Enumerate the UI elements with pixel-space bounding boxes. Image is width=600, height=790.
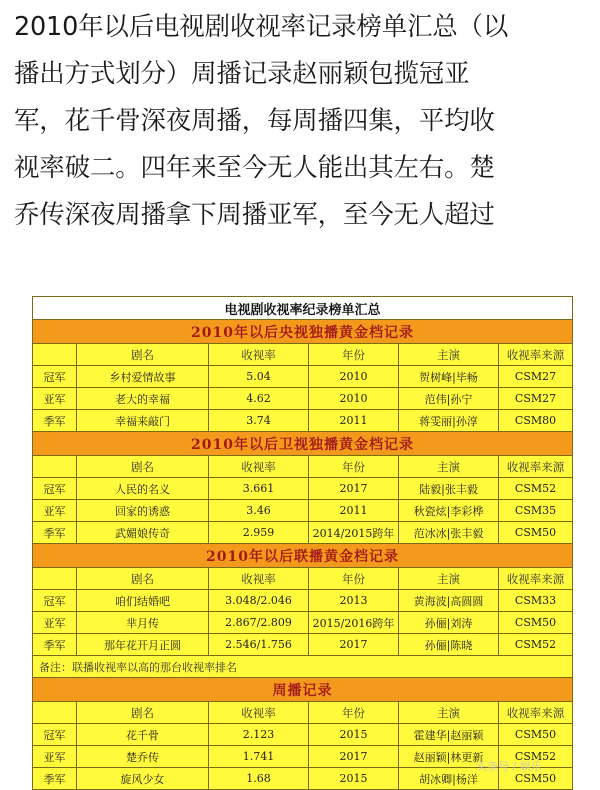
table-cell: 霍建华|赵丽颖 [399, 724, 499, 746]
table-cell: 冠军 [33, 478, 77, 500]
table-cell: 3.048/2.046 [209, 590, 309, 612]
table-cell: 亚军 [33, 388, 77, 410]
ratings-table [32, 296, 573, 790]
column-header: 收视率来源 [499, 344, 573, 366]
table-cell: 2017 [309, 634, 399, 656]
table-row [33, 522, 573, 544]
table-cell: 2015 [309, 724, 399, 746]
table-cell: CSM80 [499, 410, 573, 432]
table-cell: 2017 [309, 478, 399, 500]
table-cell: 冠军 [33, 724, 77, 746]
table-cell: 2011 [309, 410, 399, 432]
table-cell: 亚军 [33, 612, 77, 634]
header-row [33, 568, 573, 590]
table-cell: 幸福来敲门 [77, 410, 209, 432]
table-cell: CSM52 [499, 478, 573, 500]
header-row [33, 702, 573, 724]
intro-line: 视率破二。四年来至今无人能出其左右。楚 [14, 153, 495, 183]
column-header: 收视率 [209, 702, 309, 724]
table-cell: 季军 [33, 634, 77, 656]
column-header: 主演 [399, 344, 499, 366]
table-cell: 2.123 [209, 724, 309, 746]
table-cell: 2.867/2.809 [209, 612, 309, 634]
table-cell: 赵丽颖|林更新 [399, 746, 499, 768]
ratings-table-image [32, 296, 572, 790]
column-header [33, 702, 77, 724]
column-header: 年份 [309, 456, 399, 478]
table-cell: CSM27 [499, 388, 573, 410]
table-cell: 乡村爱情故事 [77, 366, 209, 388]
table-cell: 楚乔传 [77, 746, 209, 768]
table-cell: 2014/2015跨年 [309, 522, 399, 544]
table-row [33, 388, 573, 410]
column-header: 年份 [309, 344, 399, 366]
column-header: 主演 [399, 456, 499, 478]
column-header: 主演 [399, 702, 499, 724]
table-row [33, 612, 573, 634]
intro-line: 军，花千骨深夜周播，每周播四集，平均收 [14, 106, 495, 136]
intro-paragraph [14, 4, 589, 239]
table-cell: 3.74 [209, 410, 309, 432]
section-title: 2010年以后央视独播黄金档记录 [33, 320, 573, 344]
table-cell: 蒋雯丽|孙淳 [399, 410, 499, 432]
table-cell: 范伟|孙宁 [399, 388, 499, 410]
table-cell: CSM50 [499, 768, 573, 790]
table-cell: CSM35 [499, 500, 573, 522]
table-cell: 孙俪|刘涛 [399, 612, 499, 634]
table-cell: 3.661 [209, 478, 309, 500]
table-cell: 贺树峰|毕畅 [399, 366, 499, 388]
table-cell: 2011 [309, 500, 399, 522]
column-header: 收视率来源 [499, 456, 573, 478]
table-note: 备注：联播收视率以高的那台收视率排名 [33, 656, 573, 678]
column-header: 收视率来源 [499, 702, 573, 724]
table-cell: 2013 [309, 590, 399, 612]
header-row [33, 456, 573, 478]
table-cell: CSM52 [499, 746, 573, 768]
table-cell: 2015/2016跨年 [309, 612, 399, 634]
table-cell: 季军 [33, 410, 77, 432]
table-cell: 孙俪|陈晓 [399, 634, 499, 656]
table-cell: 陆毅|张丰毅 [399, 478, 499, 500]
table-cell: 咱们结婚吧 [77, 590, 209, 612]
section-title: 2010年以后联播黄金档记录 [33, 544, 573, 568]
section-title: 2010年以后卫视独播黄金档记录 [33, 432, 573, 456]
table-cell: 秋瓷炫|李彩桦 [399, 500, 499, 522]
table-cell: 2015 [309, 768, 399, 790]
table-row [33, 634, 573, 656]
table-cell: 2010 [309, 366, 399, 388]
table-row [33, 478, 573, 500]
table-cell: CSM33 [499, 590, 573, 612]
column-header: 年份 [309, 568, 399, 590]
table-cell: 芈月传 [77, 612, 209, 634]
column-header: 剧名 [77, 702, 209, 724]
table-row [33, 410, 573, 432]
column-header: 剧名 [77, 568, 209, 590]
watermark: 头条号 / 娱乐 [476, 760, 542, 773]
table-cell: 3.46 [209, 500, 309, 522]
table-cell: CSM50 [499, 724, 573, 746]
table-cell: 1.741 [209, 746, 309, 768]
intro-line: 播出方式划分）周播记录赵丽颖包揽冠亚 [14, 59, 470, 89]
column-header: 剧名 [77, 344, 209, 366]
table-cell: CSM50 [499, 522, 573, 544]
column-header: 剧名 [77, 456, 209, 478]
table-cell: 范冰冰|张丰毅 [399, 522, 499, 544]
table-cell: 4.62 [209, 388, 309, 410]
table-cell: 2.546/1.756 [209, 634, 309, 656]
table-cell: 黄海波|高圆圆 [399, 590, 499, 612]
column-header: 收视率 [209, 344, 309, 366]
column-header: 收视率 [209, 456, 309, 478]
intro-line: 2010年以后电视剧收视率记录榜单汇总（以 [14, 12, 509, 42]
table-row [33, 500, 573, 522]
table-cell: 老大的幸福 [77, 388, 209, 410]
column-header [33, 456, 77, 478]
table-cell: 冠军 [33, 366, 77, 388]
column-header [33, 568, 77, 590]
column-header: 年份 [309, 702, 399, 724]
table-row [33, 590, 573, 612]
table-cell: 2010 [309, 388, 399, 410]
table-cell: CSM27 [499, 366, 573, 388]
table-cell: 亚军 [33, 746, 77, 768]
column-header: 主演 [399, 568, 499, 590]
header-row [33, 344, 573, 366]
intro-line: 乔传深夜周播拿下周播亚军，至今无人超过 [14, 200, 495, 230]
table-row [33, 366, 573, 388]
table-title: 电视剧收视率纪录榜单汇总 [33, 297, 573, 320]
table-cell: 亚军 [33, 500, 77, 522]
table-row [33, 724, 573, 746]
table-cell: 回家的诱惑 [77, 500, 209, 522]
section-title: 周播记录 [33, 678, 573, 702]
table-cell: 武媚娘传奇 [77, 522, 209, 544]
table-cell: 1.68 [209, 768, 309, 790]
table-cell: 2.959 [209, 522, 309, 544]
table-cell: 2017 [309, 746, 399, 768]
table-cell: 人民的名义 [77, 478, 209, 500]
table-cell: 胡冰卿|杨洋 [399, 768, 499, 790]
column-header: 收视率来源 [499, 568, 573, 590]
table-cell: 那年花开月正圆 [77, 634, 209, 656]
table-cell: 季军 [33, 768, 77, 790]
table-cell: CSM52 [499, 634, 573, 656]
column-header: 收视率 [209, 568, 309, 590]
column-header [33, 344, 77, 366]
table-cell: 冠军 [33, 590, 77, 612]
table-cell: 花千骨 [77, 724, 209, 746]
table-cell: 季军 [33, 522, 77, 544]
table-cell: 5.04 [209, 366, 309, 388]
table-cell: CSM50 [499, 612, 573, 634]
table-cell: 旋风少女 [77, 768, 209, 790]
